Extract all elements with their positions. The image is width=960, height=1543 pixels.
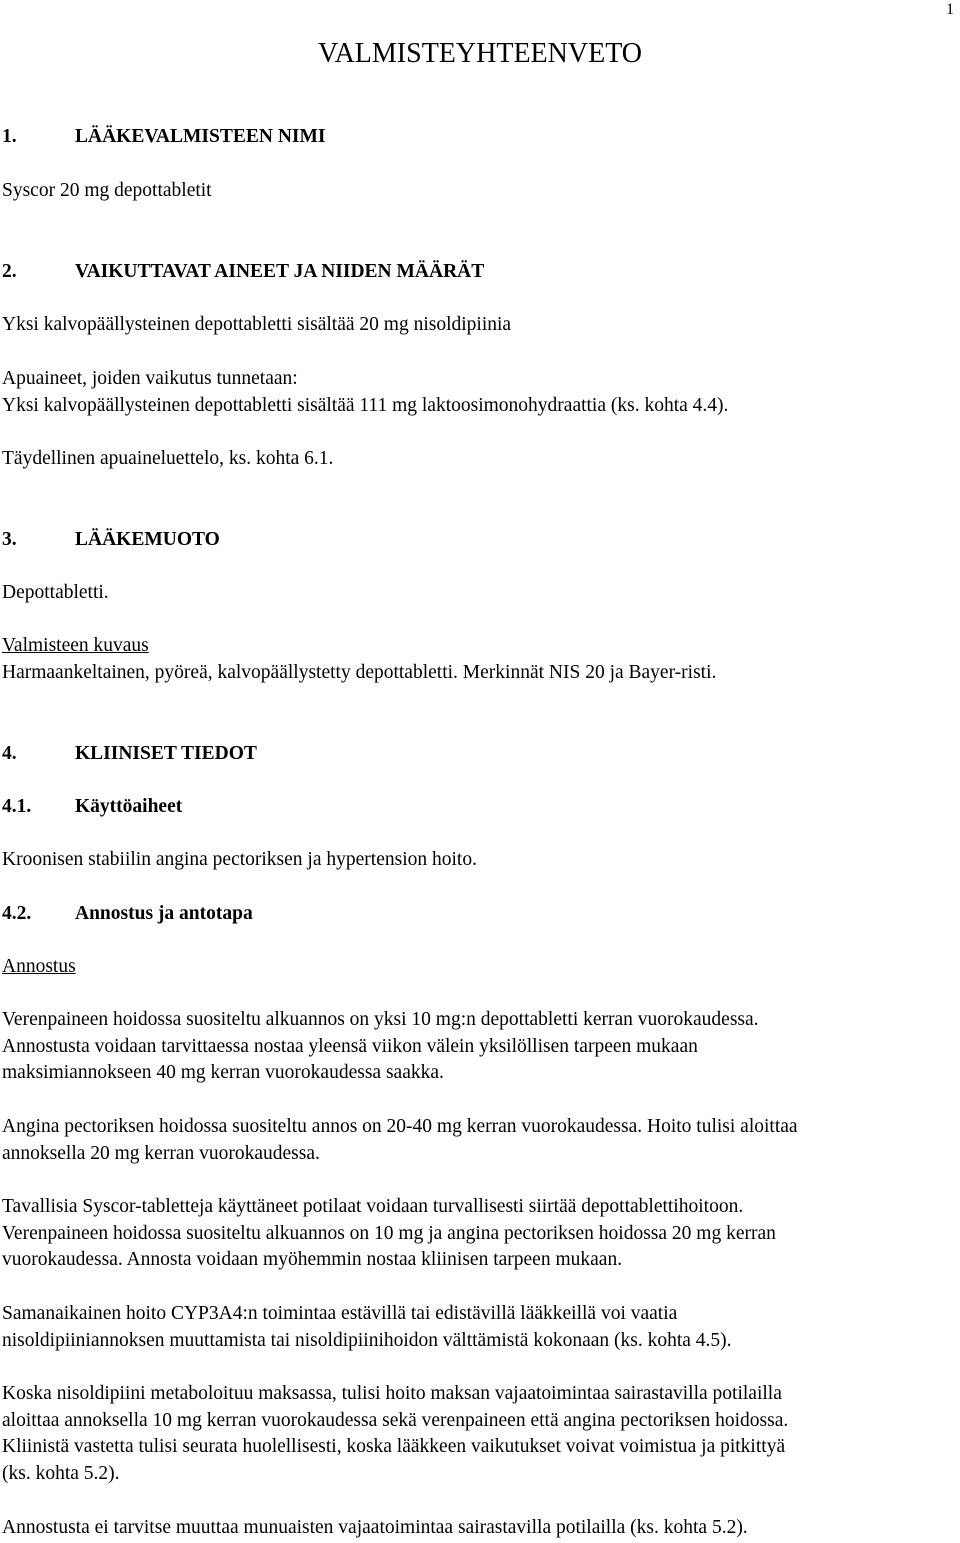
section-4-2-title: Annostus ja antotapa: [75, 903, 253, 924]
dosage-paragraph-6-line-1: Annostusta ei tarvitse muuttaa munuaisten vajaatoimintaa sairastavilla potilailla (ks. kohta 5.2).: [2, 1517, 748, 1538]
section-3-title: LÄÄKEMUOTO: [75, 529, 220, 550]
excipients-line: Yksi kalvopäällysteinen depottabletti sisältää 111 mg laktoosimonohydraattia (ks. kohta 4.4).: [2, 395, 729, 416]
dosage-paragraph-3-line-3: vuorokaudessa. Annosta voidaan myöhemmin nostaa kliinisen tarpeen mukaan.: [2, 1249, 623, 1270]
excipients-label: Apuaineet, joiden vaikutus tunnetaan:: [2, 368, 298, 389]
dosage-subtitle: Annostus: [2, 956, 76, 977]
section-3-number: 3.: [2, 529, 17, 550]
composition-line: Yksi kalvopäällysteinen depottabletti sisältää 20 mg nisoldipiinia: [2, 314, 512, 335]
section-1-title: LÄÄKEVALMISTEEN NIMI: [75, 126, 326, 147]
document-title: VALMISTEYHTEENVETO: [317, 38, 643, 69]
dosage-paragraph-5-line-2: aloittaa annoksella 10 mg kerran vuorokaudessa sekä verenpaineen että angina pectoriksen hoidossa.: [2, 1410, 789, 1431]
section-4-2-number: 4.2.: [2, 903, 32, 924]
dosage-paragraph-1-line-3: maksimiannokseen 40 mg kerran vuorokaudessa saakka.: [2, 1062, 444, 1083]
product-name: Syscor 20 mg depottabletit: [2, 180, 212, 201]
section-1-number: 1.: [2, 126, 17, 147]
page-number: 1: [946, 1, 954, 18]
indications-text: Kroonisen stabiilin angina pectoriksen ja hypertension hoito.: [2, 849, 477, 870]
section-4-1-heading: [2, 794, 952, 821]
dosage-paragraph-3-line-1: Tavallisia Syscor-tabletteja käyttäneet potilaat voidaan turvallisesti siirtää depottablettihoitoon.: [2, 1196, 744, 1217]
dosage-paragraph-5-line-4: (ks. kohta 5.2).: [2, 1463, 120, 1484]
section-4-1-title: Käyttöaiheet: [75, 796, 183, 817]
excipients-reference: Täydellinen apuaineluettelo, ks. kohta 6.1.: [2, 448, 334, 469]
section-2-title: VAIKUTTAVAT AINEET JA NIIDEN MÄÄRÄT: [75, 261, 485, 282]
section-4-heading: [2, 741, 952, 768]
dosage-paragraph-2-line-2: annoksella 20 mg kerran vuorokaudessa.: [2, 1143, 320, 1164]
dosage-paragraph-1-line-1: Verenpaineen hoidossa suositeltu alkuannos on yksi 10 mg:n depottabletti kerran vuorokaudessa.: [2, 1009, 759, 1030]
section-2-number: 2.: [2, 261, 17, 282]
section-4-1-number: 4.1.: [2, 796, 32, 817]
section-3-heading: [2, 527, 952, 554]
dosage-paragraph-2-line-1: Angina pectoriksen hoidossa suositeltu annos on 20-40 mg kerran vuorokaudessa. Hoito tulisi aloittaa: [2, 1116, 798, 1137]
dosage-paragraph-1-line-2: Annostusta voidaan tarvittaessa nostaa yleensä viikon välein yksilöllisen tarpeen mukaan: [2, 1036, 698, 1057]
section-2-heading: [2, 259, 952, 286]
dosage-paragraph-3-line-2: Verenpaineen hoidossa suositeltu alkuannos on 10 mg ja angina pectoriksen hoidossa 20 mg kerran: [2, 1223, 776, 1244]
dosage-paragraph-4-line-2: nisoldipiiniannoksen muuttamista tai nisoldipiinihoidon välttämistä kokonaan (ks. kohta 4.5).: [2, 1330, 732, 1351]
dosage-form: Depottabletti.: [2, 582, 109, 603]
description-text: Harmaankeltainen, pyöreä, kalvopäällystetty depottabletti. Merkinnät NIS 20 ja Bayer-risti.: [2, 662, 717, 683]
section-4-title: KLIINISET TIEDOT: [75, 743, 257, 764]
section-1-heading: [2, 124, 952, 151]
dosage-paragraph-5-line-1: Koska nisoldipiini metaboloituu maksassa, tulisi hoito maksan vajaatoimintaa sairastavilla potilailla: [2, 1383, 782, 1404]
description-subtitle: Valmisteen kuvaus: [2, 635, 149, 656]
dosage-paragraph-5-line-3: Kliinistä vastetta tulisi seurata huolellisesti, koska lääkkeen vaikutukset voivat voimistua ja pitkittyä: [2, 1436, 786, 1457]
dosage-paragraph-4-line-1: Samanaikainen hoito CYP3A4:n toimintaa estävillä tai edistävillä lääkkeillä voi vaatia: [2, 1303, 678, 1324]
section-4-number: 4.: [2, 743, 17, 764]
section-4-2-heading: [2, 901, 952, 928]
